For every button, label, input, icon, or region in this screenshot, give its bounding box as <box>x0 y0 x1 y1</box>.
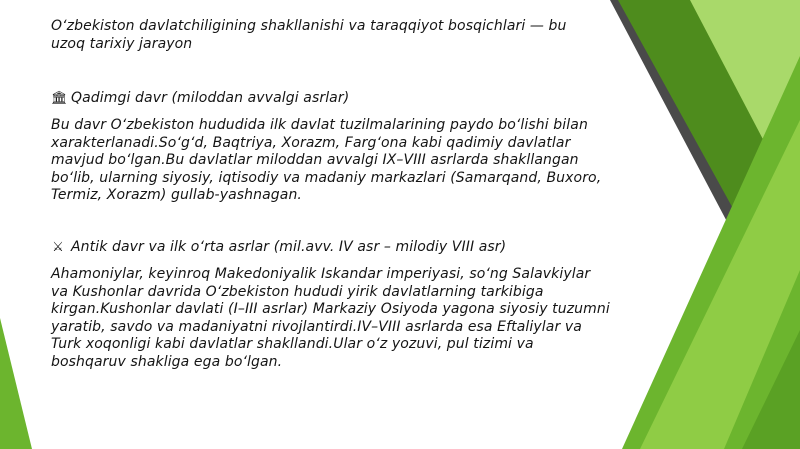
crossed-swords-icon: ⚔ <box>52 240 64 255</box>
section-heading-antique-label: Antik davr va ilk o‘rta asrlar (mil.avv. IV asr – milodiy VIII asr) <box>71 239 507 255</box>
classical-building-icon: 🏛 <box>51 91 68 106</box>
section-heading-ancient <box>51 90 611 108</box>
left-green-triangle <box>0 318 32 449</box>
slide-title: O‘zbekiston davlatchiligining shakllanishi va taraqqiyot bosqichlari — bu uzoq tarixiy jarayon <box>51 18 567 52</box>
section-heading-antique <box>51 239 611 257</box>
section-body-ancient: Bu davr O‘zbekiston hududida ilk davlat tuzilmalarining paydo bo‘lishi bilan xarakterlanadi.So‘g‘d, Baqtriya, Xorazm, Farg‘ona kabi qadimiy davlatlar mavjud bo‘lgan.Bu davlatlar miloddan avvalgi IX–VIII asrlarda shakllangan bo‘lib, ularning siyosiy, iqtisodiy va madaniy markazlari (Samarqand, Buxoro, Termiz, Xorazm) gullab-yashnagan. <box>51 117 602 203</box>
section-body-antique: Ahamoniylar, keyinroq Makedoniyalik Iskandar imperiyasi, so‘ng Salavkiylar va Kushonlar davrida O‘zbekiston hududi yirik davlatlarning tarkibiga kirgan.Kushonlar davlati (I–III asrlar) Markaziy Osiyoda yagona siyosiy tuzumni yaratib, savdo va madaniyatni rivojlantirdi.IV–VIII asrlarda esa Eftaliylar va Turk xoqonligi kabi davlatlar shakllandi.Ular o‘z yozuvi, pul tizimi va boshqaruv shakliga ega bo‘lgan. <box>51 266 610 370</box>
section-heading-ancient-label: Qadimgi davr (miloddan avvalgi asrlar) <box>71 90 350 106</box>
